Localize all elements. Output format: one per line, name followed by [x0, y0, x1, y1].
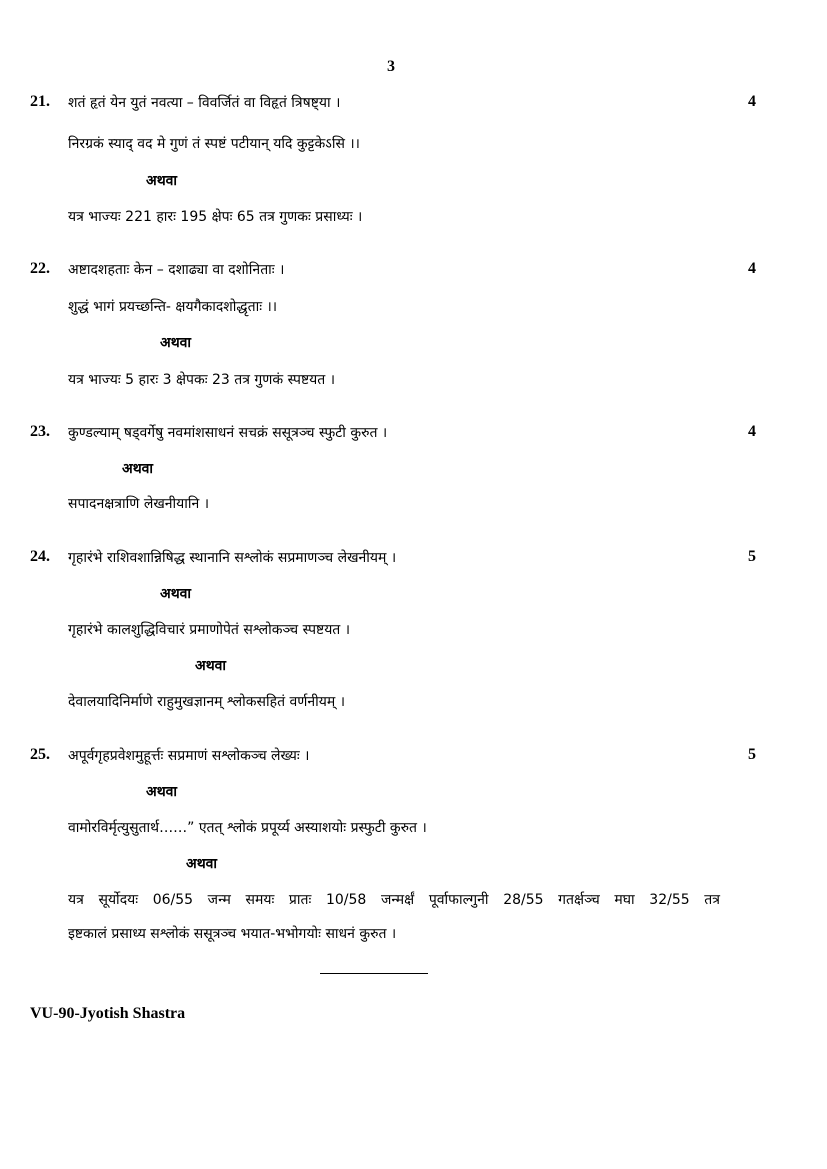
question-line: गृहारंभे कालशुद्धिविचारं प्रमाणोपेतं सश्लोकञ्च स्पष्टयत ।: [68, 622, 351, 638]
question-line: अष्टादशहताः केन – दशाढ्या वा दशोनिताः ।: [68, 262, 285, 278]
athava-label: अथवा: [186, 856, 218, 872]
question-line: यत्र सूर्योदयः 06/55 जन्म समयः प्रातः 10/58 जन्मर्क्षं पूर्वाफाल्गुनी 28/55 गतर्क्षञ्च मघा 32/55 तत्र: [68, 892, 720, 908]
question-marks: 5: [748, 548, 756, 565]
athava-label: अथवा: [195, 658, 227, 674]
question-marks: 4: [748, 93, 756, 110]
athava-label: अथवा: [160, 335, 192, 351]
question-number: 21.: [30, 93, 50, 110]
question-line: शुद्धं भागं प्रयच्छन्ति- क्षयगैकादशोद्धृताः ।।: [68, 299, 278, 315]
athava-label: अथवा: [160, 586, 192, 602]
question-line: शतं हृतं येन युतं नवत्या – विवर्जितं वा विहृतं त्रिषष्ट्या ।: [68, 95, 341, 111]
question-line: निरग्रकं स्याद् वद मे गुणं तं स्पष्टं पटीयान् यदि कुट्टकेऽसि ।।: [68, 136, 360, 152]
question-line: कुण्डल्याम् षड्वर्गेषु नवमांशसाधनं सचक्रं ससूत्रञ्च स्फुटी कुरुत ।: [68, 425, 388, 441]
question-line: सपादनक्षत्राणि लेखनीयानि ।: [68, 496, 210, 512]
athava-label: अथवा: [122, 461, 154, 477]
question-line: इष्टकालं प्रसाध्य सश्लोकं ससूत्रञ्च भयात-भभोगयोः साधनं कुरुत ।: [68, 926, 397, 942]
end-rule: [320, 973, 428, 974]
question-number: 24.: [30, 548, 50, 565]
athava-label: अथवा: [146, 784, 178, 800]
question-marks: 4: [748, 260, 756, 277]
question-line: गृहारंभे राशिवशान्निषिद्ध स्थानानि सश्लोकं सप्रमाणञ्च लेखनीयम् ।: [68, 550, 397, 566]
question-number: 22.: [30, 260, 50, 277]
athava-label: अथवा: [146, 173, 178, 189]
question-number: 25.: [30, 746, 50, 763]
footer-code: VU-90-Jyotish Shastra: [30, 1005, 186, 1022]
question-line: यत्र भाज्यः 5 हारः 3 क्षेपकः 23 तत्र गुणकं स्पष्टयत ।: [68, 372, 336, 388]
question-line: देवालयादिनिर्माणे राहुमुखज्ञानम् श्लोकसहितं वर्णनीयम् ।: [68, 694, 346, 710]
question-marks: 4: [748, 423, 756, 440]
question-number: 23.: [30, 423, 50, 440]
question-marks: 5: [748, 746, 756, 763]
page-number: 3: [387, 58, 395, 75]
question-line: यत्र भाज्यः 221 हारः 195 क्षेपः 65 तत्र गुणकः प्रसाध्यः ।: [68, 209, 363, 225]
question-line: वामोरविर्मृत्युसुतार्थ……” एतत् श्लोकं प्रपूर्य्य अस्याशयोः प्रस्फुटी कुरुत ।: [68, 820, 427, 836]
question-line: अपूर्वगृहप्रवेशमुहूर्त्तः सप्रमाणं सश्लोकञ्च लेख्यः ।: [68, 748, 310, 764]
